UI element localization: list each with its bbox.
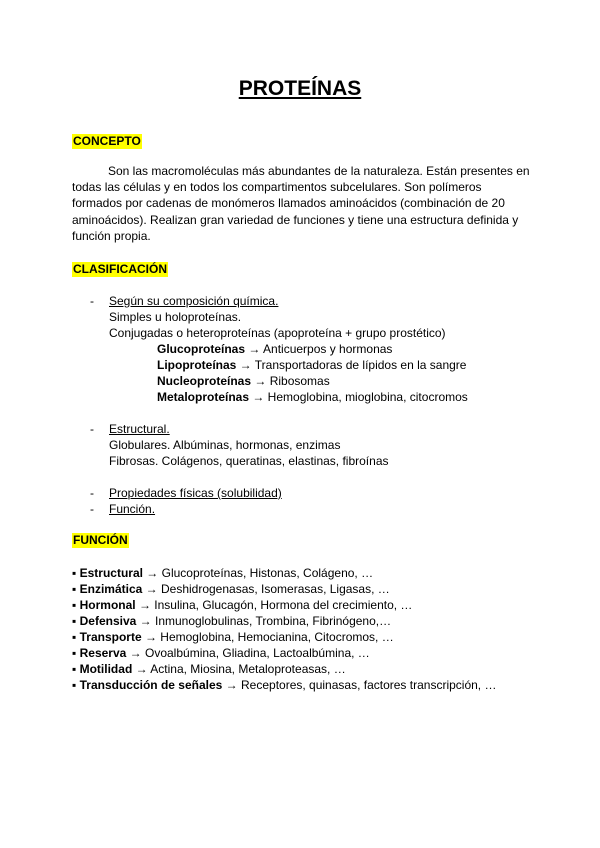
function-item [72,629,394,645]
concepto-heading: CONCEPTO [73,134,141,148]
conjugada-type-item [157,389,468,405]
bullet-icon: ▪ [72,614,77,628]
function-item [72,645,370,661]
function-name: Defensiva [79,614,137,628]
list-dash: - [90,422,94,436]
simples-line: Simples u holoproteínas. [109,310,242,324]
bullet-icon: ▪ [72,646,77,660]
function-name: Reserva [79,646,127,660]
function-item [72,581,390,597]
function-name: Transporte [79,630,142,644]
function-name: Motilidad [79,662,133,676]
bullet-icon: ▪ [72,582,77,596]
bullet-icon: ▪ [72,630,77,644]
function-item [72,597,412,613]
conjugadas-line: Conjugadas o heteroproteínas (apoproteína + grupo prostético) [109,326,446,340]
function-item [72,565,373,581]
function-desc: → Ovoalbúmina, Gliadina, Lactoalbúmina, … [126,646,370,660]
function-name: Enzimática [79,582,143,596]
estructural-title: Estructural. [109,422,170,436]
function-desc: → Inmunoglobulinas, Trombina, Fibrinógeno,… [136,614,392,628]
list-dash: - [90,486,94,500]
bullet-icon: ▪ [72,662,77,676]
function-desc: → Deshidrogenasas, Isomerasas, Ligasas, … [142,582,390,596]
conjugada-type-name: Metaloproteínas [157,390,250,404]
function-desc: → Hemoglobina, Hemocianina, Citocromos, … [141,630,394,644]
clasificacion-heading: CLASIFICACIÓN [73,262,167,276]
conjugada-type-desc: → Transportadoras de lípidos en la sangre [236,358,467,372]
conjugada-type-item [157,357,466,373]
function-desc: → Insulina, Glucagón, Hormona del crecimiento, … [135,598,413,612]
fibrosas-line: Fibrosas. Colágenos, queratinas, elastinas, fibroínas [109,454,389,468]
function-item [72,677,496,693]
globulares-line: Globulares. Albúminas, hormonas, enzimas [109,438,341,452]
function-desc: → Receptores, quinasas, factores transcripción, … [222,678,497,692]
conjugada-type-name: Nucleoproteínas [157,374,252,388]
function-desc: → Actina, Miosina, Metaloproteasas, … [132,662,346,676]
function-name: Hormonal [79,598,136,612]
list-dash: - [90,502,94,516]
composicion-title: Según su composición química. [109,294,279,308]
bullet-icon: ▪ [72,566,77,580]
function-name: Transducción de señales [79,678,223,692]
function-item [72,661,346,677]
conjugada-type-name: Lipoproteínas [157,358,237,372]
conjugada-type-name: Glucoproteínas [157,342,246,356]
bullet-icon: ▪ [72,598,77,612]
funcion-heading: FUNCIÓN [73,533,128,547]
conjugada-type-item [157,341,392,357]
conjugada-type-item [157,373,330,389]
page-title: PROTEÍNAS [238,77,362,100]
bullet-icon: ▪ [72,678,77,692]
conjugada-type-desc: → Hemoglobina, mioglobina, citocromos [249,390,468,404]
funcion-title: Función. [109,502,156,516]
function-desc: → Glucoproteínas, Histonas, Colágeno, … [142,566,374,580]
list-dash: - [90,294,94,308]
function-item [72,613,391,629]
propiedades-title: Propiedades físicas (solubilidad) [109,486,282,500]
conjugada-type-desc: → Ribosomas [251,374,330,388]
conjugada-type-desc: → Anticuerpos y hormonas [245,342,393,356]
concepto-paragraph: Son las macromoléculas más abundantes de la naturaleza. Están presentes en todas las células y en todos los compartimentos subcelulares. Son polímeros formados por cadenas de monómeros llamados aminoácidos (combinación de 20 aminoácidos). Realizan gran variedad de funciones y tiene una estructura definida y función propia. [72,164,530,243]
function-name: Estructural [79,566,143,580]
